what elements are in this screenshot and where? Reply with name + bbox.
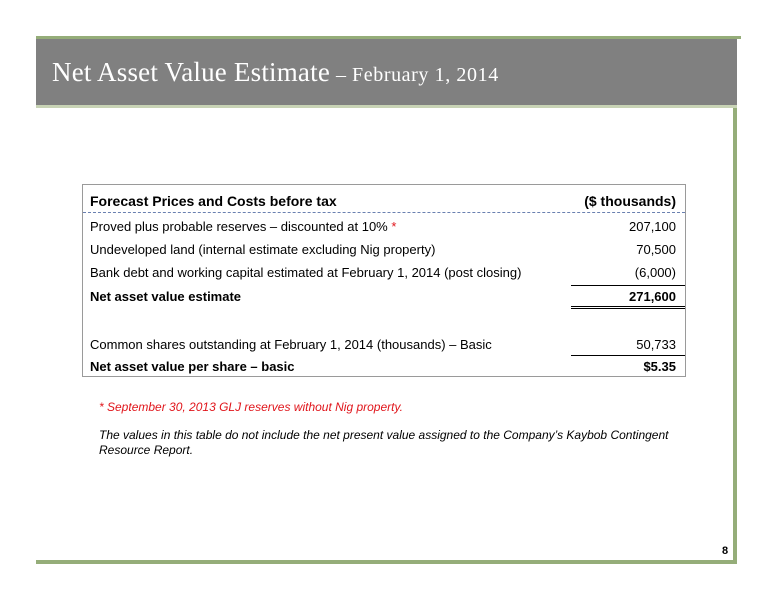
header-separator xyxy=(83,212,685,213)
table-header-row xyxy=(83,189,685,211)
table-row xyxy=(83,333,685,355)
total-double-rule xyxy=(571,306,685,309)
disclaimer-note: The values in this table do not include the net present value assigned to the Company’s Kaybob Contingent Resource Report. xyxy=(99,428,669,457)
row-value: 271,600 xyxy=(629,289,676,304)
title-main: Net Asset Value Estimate xyxy=(52,57,331,87)
table-row xyxy=(83,238,685,260)
title-dash: – xyxy=(336,64,347,86)
row-value: 207,100 xyxy=(629,219,676,234)
row-label: Net asset value per share – basic xyxy=(90,359,295,374)
row-value: (6,000) xyxy=(634,265,676,280)
page-number: 8 xyxy=(722,545,729,557)
nav-table xyxy=(82,184,686,377)
row-label: Bank debt and working capital estimated at February 1, 2014 (post closing) xyxy=(90,265,522,280)
table-header-label: Forecast Prices and Costs before tax xyxy=(90,193,337,209)
row-label: Net asset value estimate xyxy=(90,289,242,304)
row-label xyxy=(90,219,396,234)
reserves-footnote: * September 30, 2013 GLJ reserves without Nig property. xyxy=(99,400,403,414)
row-value: 70,500 xyxy=(636,242,676,257)
title-date: February 1, 2014 xyxy=(352,64,499,86)
table-row xyxy=(83,261,685,283)
title-bar xyxy=(36,39,737,105)
row-value: $5.35 xyxy=(643,359,676,374)
row-value: 50,733 xyxy=(636,337,676,352)
table-row xyxy=(83,215,685,237)
title-underline xyxy=(36,105,737,108)
page-title xyxy=(52,57,499,88)
table-row-total xyxy=(83,285,685,307)
row-label: Undeveloped land (internal estimate excluding Nig property) xyxy=(90,242,436,257)
row-label: Common shares outstanding at February 1, 2014 (thousands) – Basic xyxy=(90,337,492,352)
table-row-per-share xyxy=(83,355,685,377)
table-header-unit: ($ thousands) xyxy=(584,193,676,209)
footnote-marker: * xyxy=(391,219,397,234)
row-label-text: Proved plus probable reserves – discounted at 10% xyxy=(90,219,388,234)
